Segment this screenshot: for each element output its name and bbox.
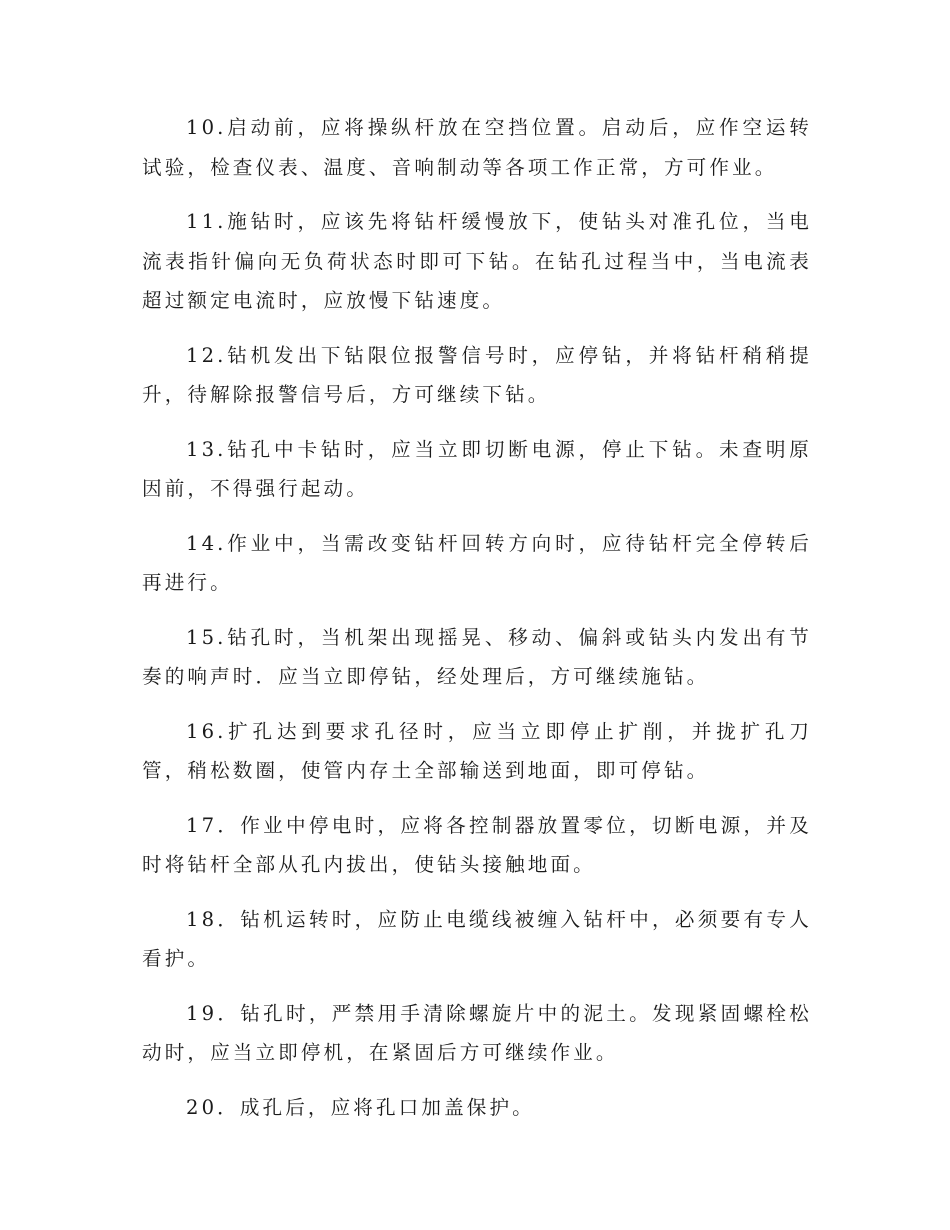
paragraph-item-13: 13.钻孔中卡钻时，应当立即切断电源，停止下钻。未查明原因前，不得强行起动。	[142, 437, 812, 500]
paragraph-item-17: 17．作业中停电时，应将各控制器放置零位，切断电源，并及时将钻杆全部从孔内拔出，使钻头接触地面。	[142, 813, 812, 876]
paragraph-item-19: 19．钻孔时，严禁用手清除螺旋片中的泥土。发现紧固螺栓松动时，应当立即停机，在紧固后方可继续作业。	[142, 1001, 812, 1064]
paragraph-item-20: 20．成孔后，应将孔口加盖保护。	[186, 1095, 535, 1119]
paragraph-item-10: 10.启动前，应将操纵杆放在空挡位置。启动后，应作空运转试验，检查仪表、温度、音响制动等各项工作正常，方可作业。	[142, 116, 812, 179]
paragraph-item-16: 16.扩孔达到要求孔径时，应当立即停止扩削，并拢扩孔刀管，稍松数圈，使管内存土全部输送到地面，即可停钻。	[142, 719, 812, 782]
paragraph-item-11: 11.施钻时，应该先将钻杆缓慢放下，使钻头对准孔位，当电流表指针偏向无负荷状态时即可下钻。在钻孔过程当中，当电流表超过额定电流时，应放慢下钻速度。	[142, 210, 812, 312]
paragraph-item-18: 18．钻机运转时，应防止电缆线被缠入钻杆中，必须要有专人看护。	[142, 907, 812, 970]
document-body	[142, 108, 812, 1127]
paragraph-item-15: 15.钻孔时，当机架出现摇晃、移动、偏斜或钻头内发出有节奏的响声时．应当立即停钻，经处理后，方可继续施钻。	[142, 625, 812, 688]
paragraph-item-14: 14.作业中，当需改变钻杆回转方向时，应待钻杆完全停转后再进行。	[142, 531, 812, 594]
paragraph-item-12: 12.钻机发出下钻限位报警信号时，应停钻，并将钻杆稍稍提升，待解除报警信号后，方可继续下钻。	[142, 343, 812, 406]
